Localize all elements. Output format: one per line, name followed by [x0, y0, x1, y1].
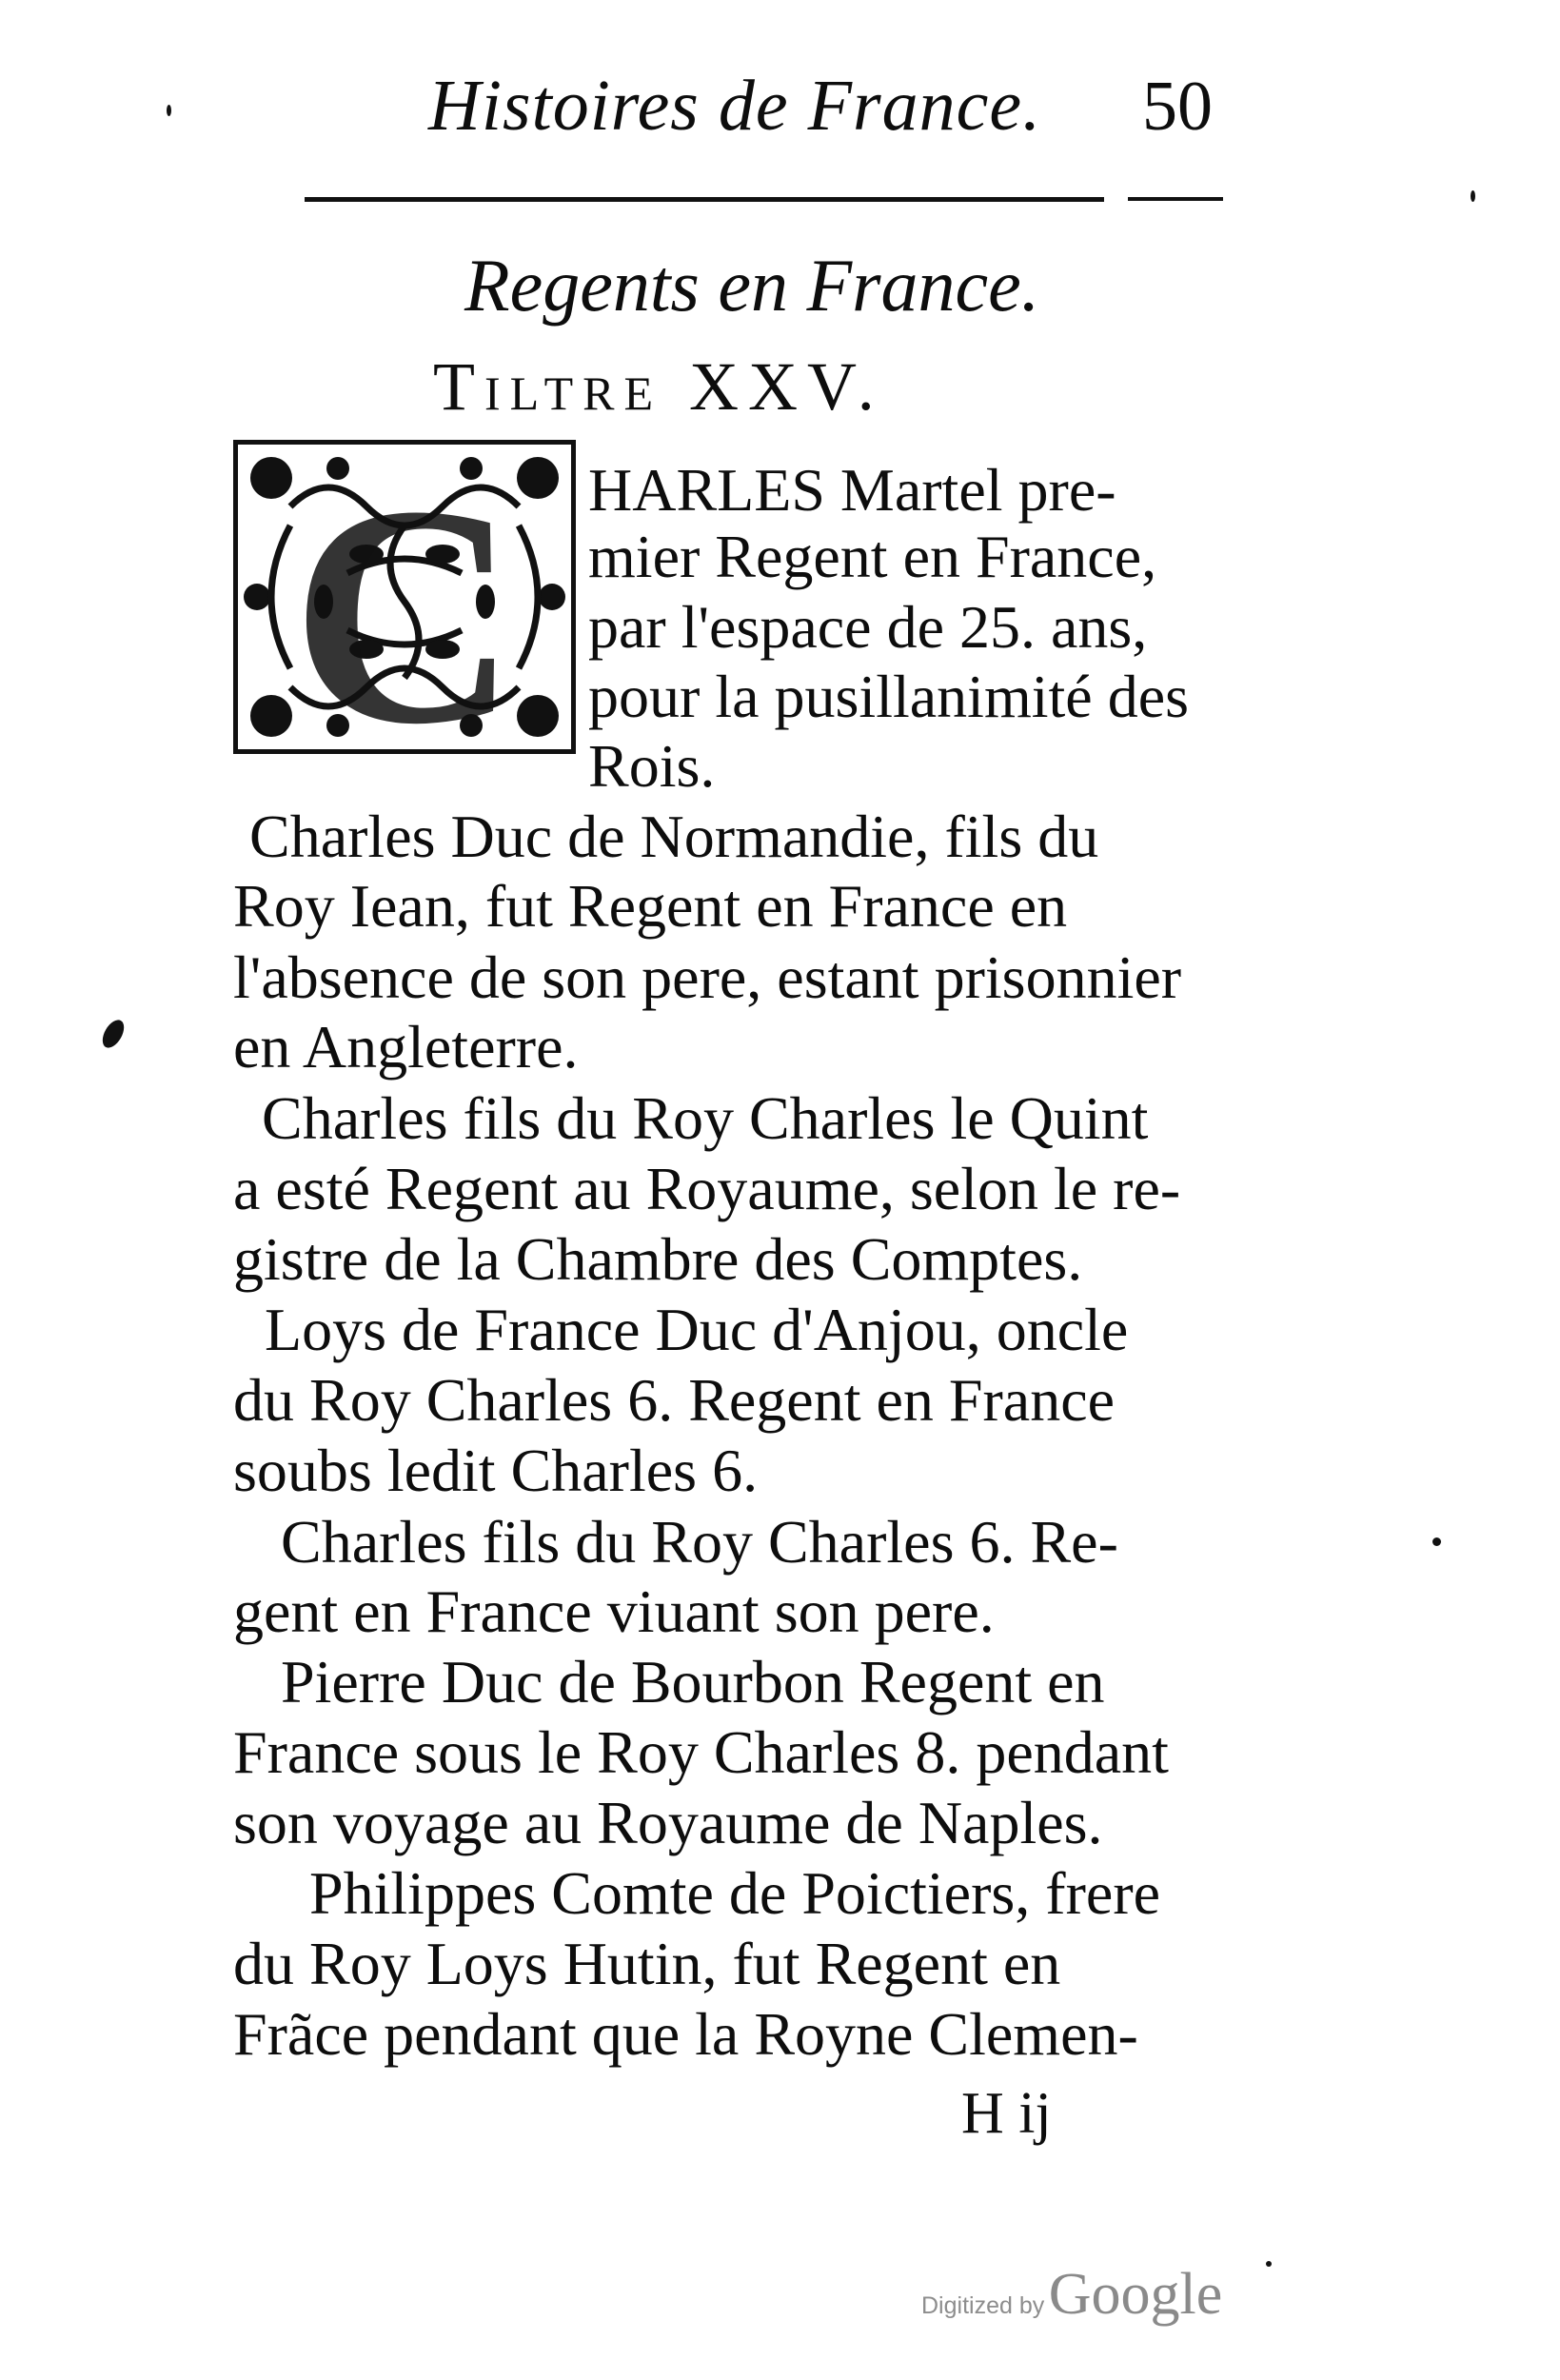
ink-speck: [98, 1017, 128, 1052]
drop-cap-letter: C: [290, 442, 519, 754]
digitized-watermark: [921, 2261, 1222, 2329]
body-line-6: a esté Regent au Royaume, selon le re-: [233, 1155, 1181, 1222]
body-line-13: Pierre Duc de Bourbon Regent en: [281, 1648, 1105, 1716]
body-line-7: gistre de la Chambre des Comptes.: [233, 1225, 1083, 1293]
lead-line-4: pour la pusillanimité des: [588, 663, 1189, 730]
body-line-18: Frãce pendant que la Royne Clemen-: [233, 2000, 1138, 2068]
body-line-12: gent en France viuant son pere.: [233, 1577, 995, 1645]
page-number: 50: [1142, 68, 1213, 146]
body-line-1: Charles Duc de Normandie, fils du: [249, 803, 1099, 870]
section-subtitle: Tiltre XXV.: [433, 348, 884, 425]
watermark-prefix: Digitized by: [921, 2292, 1045, 2319]
body-line-9: du Roy Charles 6. Regent en France: [233, 1366, 1115, 1434]
lead-line-1: HARLES Martel pre-: [588, 456, 1116, 524]
header-rule-fragment: [1128, 197, 1223, 201]
ink-speck: [1266, 2261, 1272, 2267]
signature-mark: H ij: [961, 2081, 1052, 2146]
body-line-8: Loys de France Duc d'Anjou, oncle: [265, 1296, 1129, 1363]
header-rule: [305, 197, 1104, 202]
body-line-4: en Angleterre.: [233, 1013, 579, 1081]
body-line-2: Roy Iean, fut Regent en France en: [233, 872, 1068, 940]
body-line-17: du Roy Loys Hutin, fut Regent en: [233, 1930, 1061, 1997]
body-line-15: son voyage au Royaume de Naples.: [233, 1789, 1103, 1856]
ink-speck: [1471, 190, 1475, 202]
body-line-10: soubs ledit Charles 6.: [233, 1437, 759, 1504]
body-line-14: France sous le Roy Charles 8. pendant: [233, 1718, 1169, 1786]
body-line-5: Charles fils du Roy Charles le Quint: [262, 1084, 1149, 1152]
body-line-11: Charles fils du Roy Charles 6. Re-: [281, 1508, 1118, 1576]
section-title: Regents en France.: [464, 244, 1040, 327]
body-line-16: Philippes Comte de Poictiers, frere: [309, 1859, 1161, 1927]
lead-line-5: Rois.: [588, 732, 716, 800]
lead-line-2: mier Regent en France,: [588, 523, 1157, 590]
body-line-3: l'absence de son pere, estant prisonnier: [233, 943, 1182, 1011]
ink-speck: [167, 105, 171, 116]
watermark-brand: Google: [1048, 2262, 1223, 2327]
page-header: [305, 57, 1256, 162]
ornamental-initial-icon: [233, 440, 576, 754]
ink-speck: [1432, 1537, 1441, 1546]
lead-line-3: par l'espace de 25. ans,: [588, 593, 1148, 661]
running-title: Histoires de France.: [428, 66, 1042, 146]
